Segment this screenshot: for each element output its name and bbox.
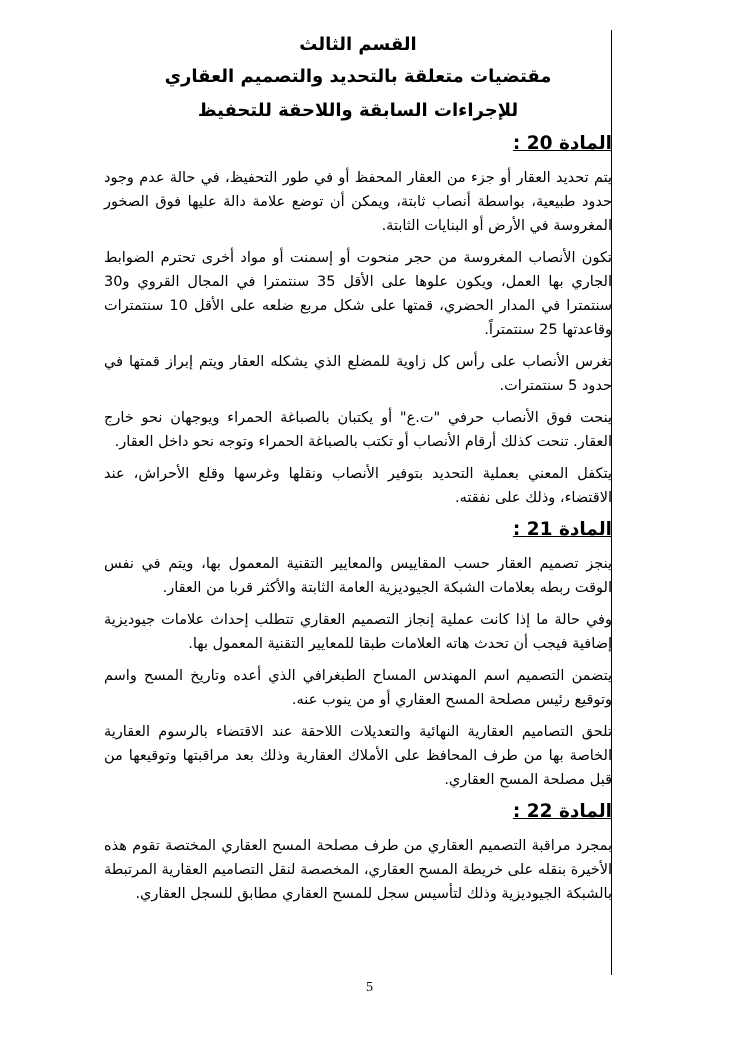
section-subtitle-2: للإجراءات السابقة واللاحقة للتحفيظ	[197, 100, 519, 121]
article-22-paragraph: بمجرد مراقبة التصميم العقاري من طرف مصلحة المسح العقاري المختصة تقوم هذه الأخيرة بنقله على خريطة المسح العقاري، المخصصة لنقل التصاميم العقارية المرتبطة بالشبكة الجيوديزية وذلك لتأسيس سجل للمسح العقاري مطابق للسجل العقاري.	[104, 838, 612, 902]
document-page	[104, 30, 612, 914]
section-title: القسم الثالث	[299, 34, 417, 55]
article-20-paragraph: تغرس الأنصاب على رأس كل زاوية للمضلع الذي يشكله العقار ويتم إبراز قمتها في حدود 5 سنتمترات.	[104, 354, 612, 394]
section-titles	[104, 30, 612, 128]
article-21-heading: المادة 21 :	[512, 519, 612, 540]
article-20-paragraph: تكون الأنصاب المغروسة من حجر منحوت أو إسمنت أو مواد أخرى تحترم الضوابط الجاري بها العمل، ويكون علوها على الأقل 35 سنتمترا في المجال القروي و30 سنتمترا في المدار الحضري، قمتها على شكل مربع ضلعه على الأقل 10 سنتمترات وقاعدتها 25 سنتمتراً.	[104, 250, 613, 338]
article-22-heading: المادة 22 :	[512, 801, 612, 822]
article-21-paragraph: ينجز تصميم العقار حسب المقاييس والمعايير التقنية المعمول بها، ويتم في نفس الوقت ربطه بعلامات الشبكة الجيوديزية العامة الثابتة والأكثر قربا من العقار.	[104, 556, 612, 596]
section-subtitle: مقتضيات متعلقة بالتحديد والتصميم العقاري	[164, 66, 552, 87]
article-20-paragraph: ينحت فوق الأنصاب حرفي "ت.ع" أو يكتبان بالصباغة الحمراء ويوجهان نحو خارج العقار. تنحت كذلك أرقام الأنصاب أو تكتب بالصباغة الحمراء وتوجه نحو داخل العقار.	[104, 410, 612, 450]
article-20-heading: المادة 20 :	[512, 133, 612, 154]
article-20-paragraph: يتكفل المعني بعملية التحديد بتوفير الأنصاب ونقلها وغرسها وقلع الأحراش، عند الاقتضاء، وذلك على نفقته.	[104, 466, 612, 506]
page-number: 5	[366, 980, 373, 995]
article-21-paragraph: وفي حالة ما إذا كانت عملية إنجاز التصميم العقاري تتطلب إحداث علامات جيوديزية إضافية فيجب أن تحدث هاته العلامات طبقا للمعايير التقنية المعمول بها.	[104, 612, 612, 652]
article-21-paragraph: تلحق التصاميم العقارية النهائية والتعديلات اللاحقة عند الاقتضاء بالرسوم العقارية الخاصة بها من طرف المحافظ على الأملاك العقارية وذلك بعد مراقبتها وتوقيعها من قبل مصلحة المسح العقاري.	[104, 724, 612, 788]
article-20-paragraph: يتم تحديد العقار أو جزء من العقار المحفظ أو في طور التحفيظ، في حالة عدم وجود حدود طبيعية، بواسطة أنصاب ثابتة، ويمكن أن توضع علامة دالة عليها فوق الصخور المغروسة في الأرض أو البنايات الثابتة.	[104, 170, 612, 234]
article-21-paragraph: يتضمن التصميم اسم المهندس المساح الطبغرافي الذي أعده وتاريخ المسح واسم وتوقيع رئيس مصلحة المسح العقاري أو من ينوب عنه.	[104, 668, 612, 708]
